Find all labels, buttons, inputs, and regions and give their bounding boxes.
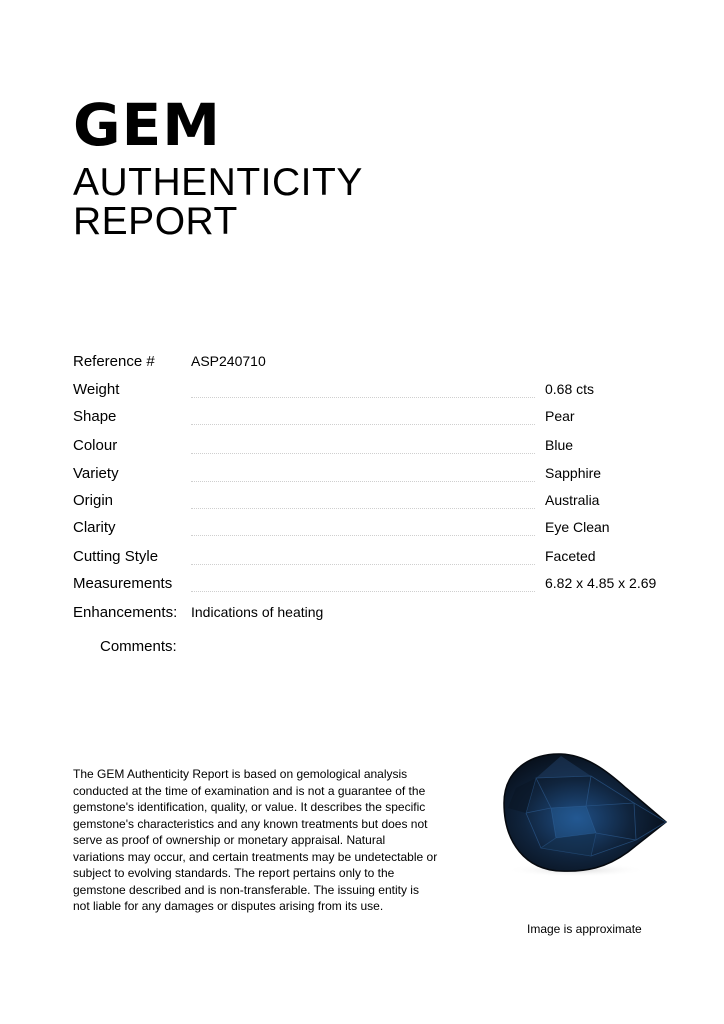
- detail-label: Weight: [73, 381, 120, 398]
- detail-label: Variety: [73, 465, 119, 482]
- detail-label: Shape: [73, 408, 117, 425]
- detail-label: Measurements: [73, 575, 173, 592]
- dotted-leader: [191, 453, 535, 454]
- detail-value: Pear: [545, 408, 575, 424]
- detail-value: Faceted: [545, 548, 596, 564]
- detail-row-origin: [73, 492, 673, 516]
- report-brand-title: GEM: [73, 91, 221, 159]
- comments-label: Comments:: [100, 638, 177, 655]
- detail-row-cutting-style: [73, 548, 673, 572]
- dotted-leader: [191, 591, 535, 592]
- reference-value: ASP240710: [191, 353, 266, 369]
- detail-label: Clarity: [73, 519, 116, 536]
- dotted-leader: [191, 481, 535, 482]
- detail-value: Sapphire: [545, 465, 602, 481]
- report-title-line-1: AUTHENTICITY: [73, 161, 363, 204]
- enhancements-row: [73, 604, 673, 628]
- detail-value: 6.82 x 4.85 x 2.69: [545, 575, 657, 591]
- enhancements-value: Indications of heating: [191, 604, 324, 620]
- detail-row-colour: [73, 437, 673, 461]
- reference-row: [73, 353, 673, 377]
- detail-row-shape: [73, 408, 673, 432]
- sapphire-gem-image: [496, 748, 671, 878]
- dotted-leader: [191, 424, 535, 425]
- detail-label: Origin: [73, 492, 114, 509]
- detail-row-variety: [73, 465, 673, 489]
- detail-label: Colour: [73, 437, 118, 454]
- detail-row-weight: [73, 381, 673, 405]
- dotted-leader: [191, 535, 535, 536]
- detail-row-clarity: [73, 519, 673, 543]
- reference-label: Reference #: [73, 353, 155, 370]
- detail-value: 0.68 cts: [545, 381, 595, 397]
- detail-label: Cutting Style: [73, 548, 159, 565]
- disclaimer-text: The GEM Authenticity Report is based on gemological analysis conducted at the time of examination and is not a guarantee of the gemstone's identification, quality, or value. It describes the specific gemstone's characteristics and any known treatments but does not serve as proof of ownership or monetary appraisal. Natural variations may occur, and certain treatments may be undetectable or subject to evolving standards. The report pertains only to the gemstone described and is non-transferable. The issuing entity is not liable for any damages or disputes arising from its use.: [73, 767, 438, 913]
- dotted-leader: [191, 397, 535, 398]
- dotted-leader: [191, 508, 535, 509]
- report-title-line-2: REPORT: [73, 200, 238, 243]
- image-caption: Image is approximate: [527, 922, 642, 936]
- dotted-leader: [191, 564, 535, 565]
- detail-value: Australia: [545, 492, 600, 508]
- detail-value: Blue: [545, 437, 574, 453]
- detail-row-measurements: [73, 575, 673, 599]
- enhancements-label: Enhancements:: [73, 604, 178, 621]
- detail-value: Eye Clean: [545, 519, 610, 535]
